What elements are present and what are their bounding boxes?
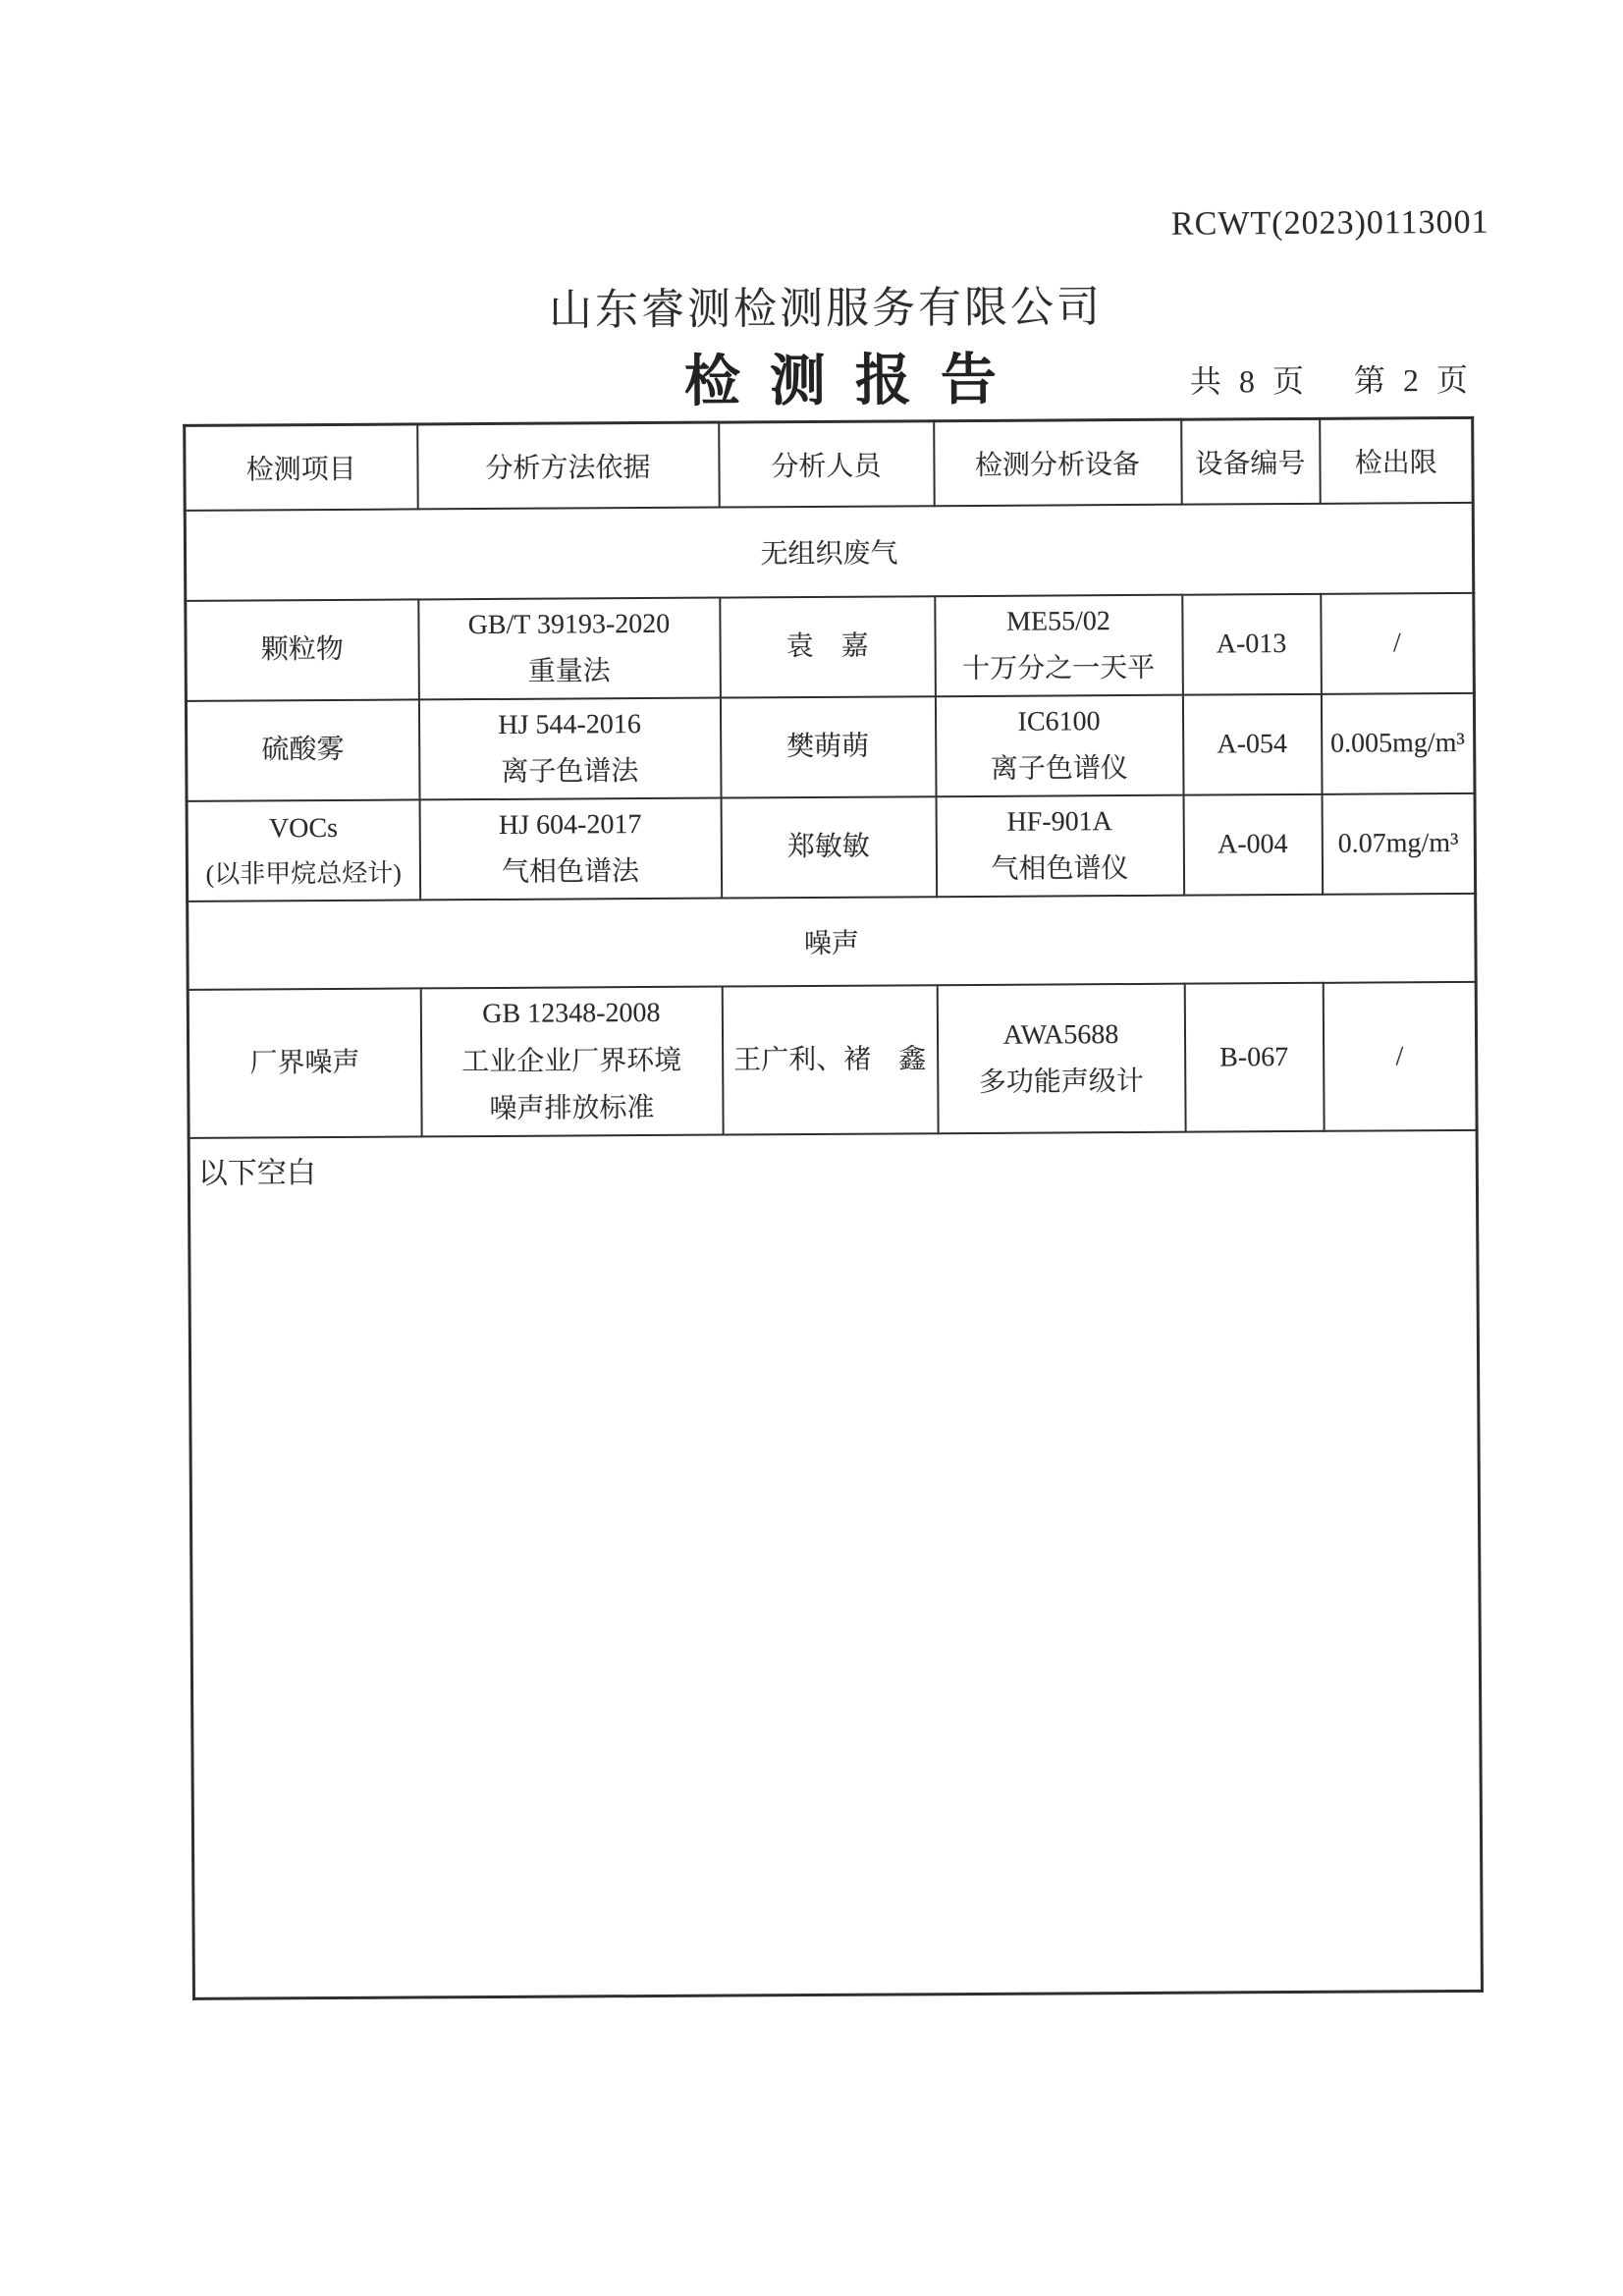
cell-device-no: B-067 <box>1184 983 1324 1131</box>
table-header-row <box>185 417 1474 510</box>
report-title: 检测报告 <box>683 349 1027 413</box>
cell-equipment: ME55/02 十万分之一天平 <box>935 594 1183 696</box>
cell-detection-limit: 0.005mg/m³ <box>1321 693 1475 794</box>
table-row <box>188 982 1477 1137</box>
cell-test-item: 硫酸雾 <box>186 699 419 801</box>
cell-detection-limit: / <box>1321 592 1475 693</box>
test-report-table <box>183 416 1484 2000</box>
cell-analyst: 樊萌萌 <box>720 696 936 798</box>
cell-method: GB/T 39193-2020 重量法 <box>418 597 721 699</box>
section-row-fugitive-gas <box>185 502 1474 600</box>
header-test-item: 检测项目 <box>185 424 418 510</box>
company-name: 山东睿测检测服务有限公司 <box>548 283 1104 335</box>
cell-equipment: HF-901A 气相色谱仪 <box>936 795 1184 898</box>
cell-method: HJ 604-2017 气相色谱法 <box>419 798 722 901</box>
cell-equipment: AWA5688 多功能声级计 <box>937 984 1185 1133</box>
header-device-no: 设备编号 <box>1181 418 1321 504</box>
cell-device-no: A-013 <box>1182 593 1322 694</box>
table-row <box>187 793 1476 902</box>
cell-equipment: IC6100 离子色谱仪 <box>935 694 1183 796</box>
cell-device-no: A-004 <box>1183 794 1323 896</box>
section-label: 噪声 <box>188 894 1477 990</box>
cell-method: HJ 544-2016 离子色谱法 <box>418 697 721 799</box>
footer-note: 以下空白 <box>197 1156 316 1190</box>
cell-test-item: 厂界噪声 <box>188 989 421 1138</box>
cell-test-item: VOCs (以非甲烷总烃计) <box>187 800 420 902</box>
cell-device-no: A-054 <box>1182 694 1322 795</box>
section-row-noise <box>188 894 1477 990</box>
header-detection-limit: 检出限 <box>1320 417 1474 503</box>
title-row <box>0 331 1619 413</box>
table-row <box>186 693 1475 801</box>
cell-method: GB 12348-2008 工业企业厂界环境 噪声排放标准 <box>420 987 723 1136</box>
header-method: 分析方法依据 <box>417 422 720 509</box>
cell-test-item: 颗粒物 <box>186 599 419 701</box>
header-analyst: 分析人员 <box>719 421 935 507</box>
pagination <box>1190 355 1473 403</box>
section-label: 无组织废气 <box>185 502 1474 600</box>
cell-analyst: 郑敏敏 <box>721 796 937 899</box>
total-pages: 共 8 页 <box>1189 362 1310 400</box>
blank-area-cell <box>189 1130 1482 1999</box>
blank-area-row <box>189 1130 1482 1999</box>
report-code: RCWT(2023)0113001 <box>1170 203 1489 243</box>
current-page: 第 2 页 <box>1353 361 1474 399</box>
cell-detection-limit: 0.07mg/m³ <box>1322 793 1476 895</box>
cell-analyst: 袁 嘉 <box>720 596 936 698</box>
cell-detection-limit: / <box>1323 982 1477 1130</box>
table-row <box>186 592 1475 700</box>
cell-analyst: 王广利、褚 鑫 <box>722 986 938 1135</box>
header-equipment: 检测分析设备 <box>934 419 1182 506</box>
